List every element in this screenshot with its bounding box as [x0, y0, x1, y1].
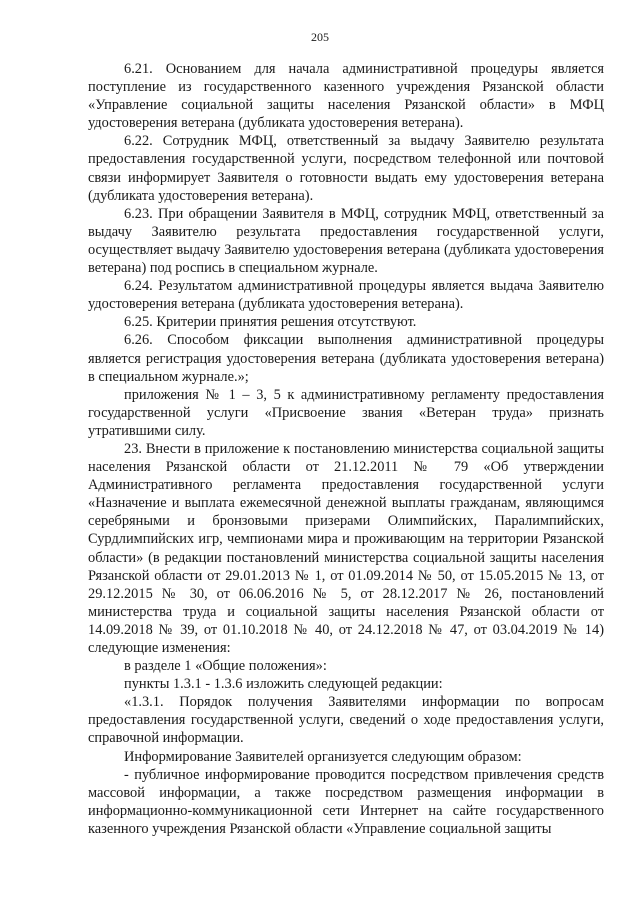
paragraph-23: 23. Внести в приложение к постановлению министерства социальной защиты населения Рязанской области от 21.12.2011 № 79 «Об утверждении Административного регламента предоставления государственной услуги «Назначение и выплата ежемесячной денежной выплаты гражданам, являющимся серебряными и бронзовыми призерами Олимпийских, Паралимпийских, Сурдлимпийских игр, чемпионами мира и проживающим на территории Рязанской области» (в редакции постановлений министерства социальной защиты населения Рязанской области от 29.01.2013 № 1, от 01.09.2014 № 50, от 15.05.2015 № 13, от 29.12.2015 № 30, от 06.06.2016 № 5, от 28.12.2017 № 26, постановлений министерства труда и социальной защиты населения Рязанской области от 14.09.2018 № 39, от 01.10.2018 № 40, от 24.12.2018 № 47, от 03.04.2019 № 14) следующие изменения: [88, 440, 604, 656]
paragraph-items-1-3: пункты 1.3.1 - 1.3.6 изложить следующей редакции: [124, 676, 443, 693]
document-body [88, 60, 604, 838]
paragraph-1-3-1: «1.3.1. Порядок получения Заявителями информации по вопросам предоставления государственной услуги, сведений о ходе предоставления услуги, справочной информации. [88, 694, 604, 747]
paragraph-6-21: 6.21. Основанием для начала административной процедуры является поступление из государственного казенного учреждения Рязанской области «Управление социальной защиты населения Рязанской области» в МФЦ удостоверения ветерана (дубликата удостоверения ветерана). [88, 61, 604, 132]
paragraph-informing: Информирование Заявителей организуется следующим образом: [124, 748, 522, 765]
paragraph-appendices: приложения № 1 – 3, 5 к административному регламенту предоставления государственной услуги «Присвоение звания «Ветеран труда» признать утратившими силу. [88, 386, 604, 439]
paragraph-6-23: 6.23. При обращении Заявителя в МФЦ, сотрудник МФЦ, ответственный за выдачу Заявителю результата предоставления государственной услуги, осуществляет выдачу Заявителю удостоверения ветерана (дубликата удостоверения ветерана) под роспись в специальном журнале. [88, 205, 604, 277]
paragraph-section-1: в разделе 1 «Общие положения»: [124, 658, 327, 675]
paragraph-6-24: 6.24. Результатом административной процедуры является выдача Заявителю удостоверения ветерана (дубликата удостоверения ветерана). [88, 278, 604, 313]
page-number: 205 [311, 30, 329, 44]
paragraph-6-26: 6.26. Способом фиксации выполнения административной процедуры является регистрация удостоверения ветерана (дубликата удостоверения ветерана) в специальном журнале.»; [88, 332, 604, 385]
paragraph-public-informing: - публичное информирование проводится посредством привлечения средств массовой информации, а также посредством размещения информации в информационно-коммуникационной сети Интернет на сайте государственного казенного учреждения Рязанской области «Управление социальной защиты [88, 766, 604, 837]
paragraph-6-22: 6.22. Сотрудник МФЦ, ответственный за выдачу Заявителю результата предоставления государственной услуги, посредством телефонной или почтовой связи информирует Заявителя о готовности выдать ему удостоверения ветерана (дубликата удостоверения ветерана). [88, 133, 604, 204]
paragraph-6-25: 6.25. Критерии принятия решения отсутствуют. [124, 314, 417, 331]
